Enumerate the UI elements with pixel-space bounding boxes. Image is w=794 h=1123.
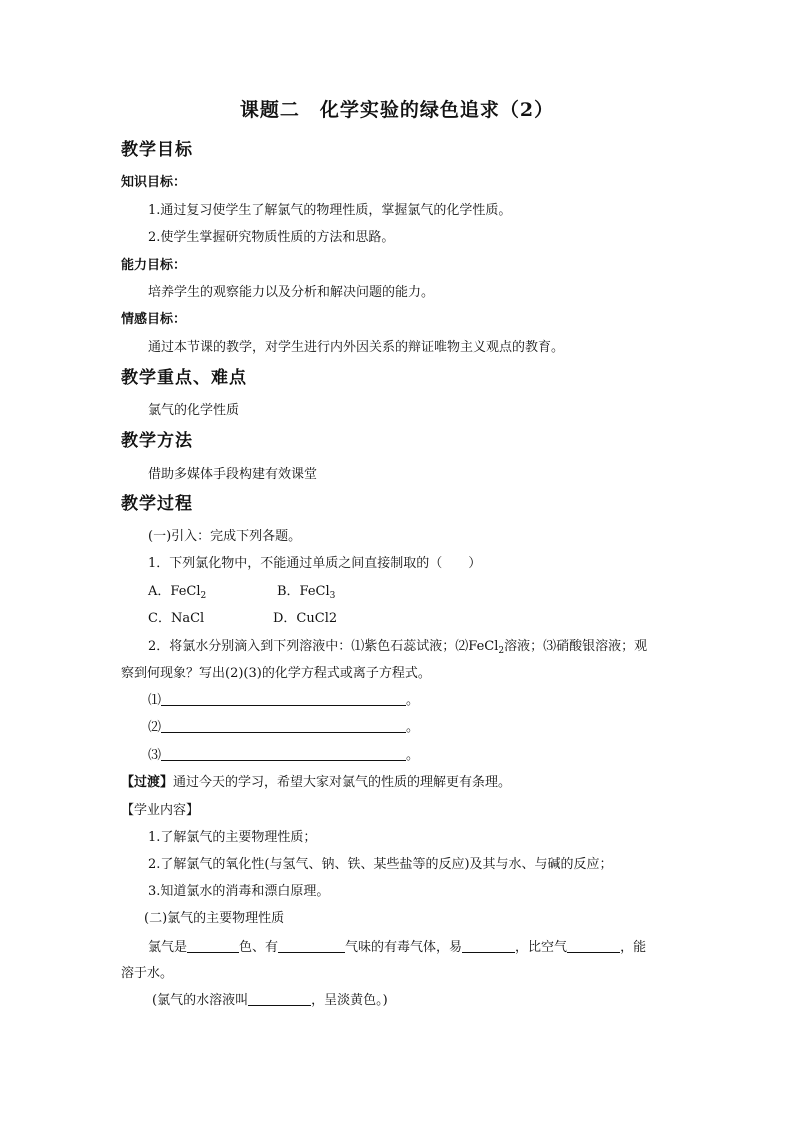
answer-line-3: [148, 748, 419, 764]
physical-line-2: 溶于水。: [121, 966, 174, 981]
content-item-1: 1.了解氯气的主要物理性质；: [148, 830, 317, 845]
physical-text-g: ，呈淡黄色。): [311, 993, 388, 1008]
physical-text-d: ，比空气: [515, 940, 568, 955]
option-c: C．NaCl: [148, 611, 205, 626]
heading-process: 教学过程: [121, 494, 193, 514]
question-2-text-b: 溶液；⑶硝酸银溶液；观: [504, 639, 648, 654]
answer-2-label: ⑵: [148, 720, 162, 735]
answer-1-blank[interactable]: [161, 693, 406, 706]
answer-3-blank[interactable]: [161, 748, 406, 761]
color-blank[interactable]: [187, 940, 239, 953]
option-a-subscript: 2: [200, 591, 207, 601]
physical-text-e: ，能: [620, 940, 647, 955]
page-title: 课题二 化学实验的绿色追求（2）: [239, 99, 555, 121]
intro-lead: (一)引入：完成下列各题。: [148, 529, 302, 544]
option-a-label: A．FeCl: [148, 584, 201, 599]
focus-text: 氯气的化学性质: [148, 403, 240, 418]
question-2-text-a: 2．将氯水分别滴入到下列溶液中：⑴紫色石蕊试液；⑵FeCl: [148, 639, 499, 654]
question-1: 1．下列氯化物中，不能通过单质之间直接制取的（ ）: [148, 556, 482, 571]
transition-line: [121, 775, 511, 791]
knowledge-item-2: 2.使学生掌握研究物质性质的方法和思路。: [148, 230, 395, 245]
transition-tag: 【过渡】: [121, 775, 174, 790]
content-item-3: 3.知道氯水的消毒和漂白原理。: [148, 884, 330, 899]
physical-heading: (二)氯气的主要物理性质: [144, 911, 285, 926]
method-text: 借助多媒体手段构建有效课堂: [148, 467, 318, 482]
heading-ability: 能力目标：: [121, 258, 187, 273]
physical-line-3: [152, 993, 388, 1009]
question-2-line-2: 察到何现象？写出(2)(3)的化学方程式或离子方程式。: [121, 666, 431, 681]
liquefy-blank[interactable]: [462, 940, 515, 953]
physical-text-b: 色、有: [239, 940, 279, 955]
question-2-subscript: 2: [498, 646, 505, 656]
option-b-subscript: 3: [329, 591, 336, 601]
heading-focus: 教学重点、难点: [121, 368, 247, 388]
option-a: [148, 584, 206, 600]
answer-3-label: ⑶: [148, 748, 162, 763]
answer-line-1: [148, 693, 419, 709]
answer-3-period: 。: [406, 748, 420, 763]
answer-2-period: 。: [406, 720, 420, 735]
answer-line-2: [148, 720, 419, 736]
heading-knowledge: 知识目标：: [121, 175, 187, 190]
emotion-item: 通过本节课的教学，对学生进行内外因关系的辩证唯物主义观点的教育。: [148, 340, 565, 355]
ability-item: 培养学生的观察能力以及分析和解决问题的能力。: [148, 285, 435, 300]
question-2-line-1: [148, 639, 647, 655]
physical-text-c: 气味的有毒气体，易: [345, 940, 463, 955]
heading-method: 教学方法: [121, 431, 193, 451]
content-tag: 【学业内容】: [121, 803, 200, 818]
chlorine-water-blank[interactable]: [248, 993, 311, 1006]
density-blank[interactable]: [567, 940, 620, 953]
odor-blank[interactable]: [278, 940, 345, 953]
answer-1-period: 。: [406, 693, 420, 708]
option-b-label: B．FeCl: [277, 584, 330, 599]
physical-text-a: 氯气是: [148, 940, 188, 955]
option-d: D．CuCl2: [273, 611, 338, 626]
answer-2-blank[interactable]: [161, 720, 406, 733]
heading-objectives: 教学目标: [121, 140, 193, 160]
physical-line-1: [148, 940, 646, 956]
physical-text-f: (氯气的水溶液叫: [152, 993, 249, 1008]
option-b: [277, 584, 335, 600]
transition-text: 通过今天的学习，希望大家对氯气的性质的理解更有条理。: [173, 775, 512, 790]
knowledge-item-1: 1.通过复习使学生了解氯气的物理性质，掌握氯气的化学性质。: [148, 203, 512, 218]
heading-emotion: 情感目标：: [121, 312, 187, 327]
answer-1-label: ⑴: [148, 693, 162, 708]
content-item-2: 2.了解氯气的氧化性(与氢气、钠、铁、某些盐等的反应)及其与水、与碱的反应；: [148, 857, 613, 872]
